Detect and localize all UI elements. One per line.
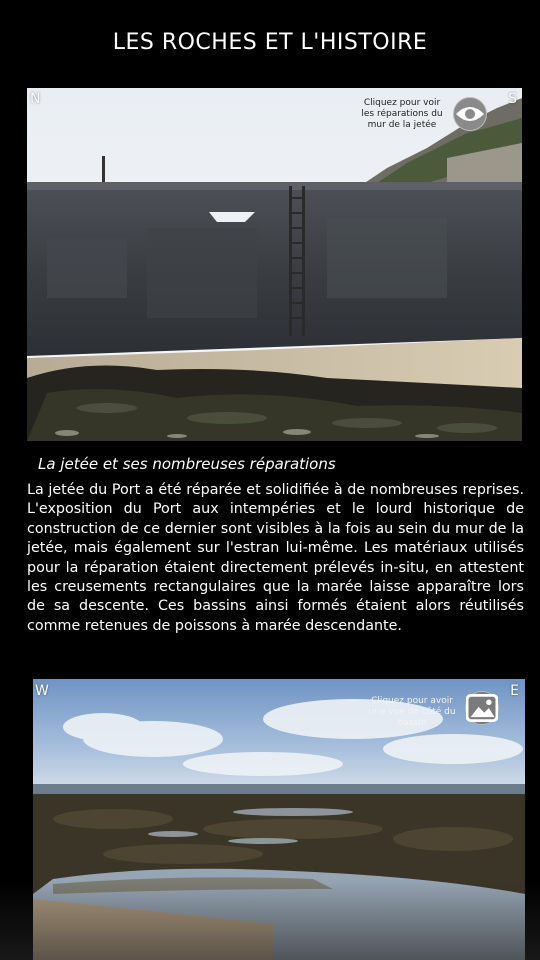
photo-caption: La jetée et ses nombreuses réparations bbox=[38, 455, 336, 473]
jetty-repairs-hint: Cliquez pour voir les réparations du mur de la jetée bbox=[361, 98, 443, 130]
compass-west-label: W bbox=[35, 683, 49, 699]
compass-south-label: S bbox=[508, 91, 517, 107]
compass-north-label: N bbox=[30, 91, 41, 107]
view-repairs-button[interactable] bbox=[453, 97, 487, 131]
page-title: LES ROCHES ET L'HISTOIRE bbox=[112, 30, 428, 55]
basin-photo bbox=[33, 679, 525, 960]
view-basin-side-button[interactable] bbox=[465, 691, 499, 725]
compass-east-label: E bbox=[510, 683, 519, 699]
body-paragraph: La jetée du Port a été réparée et solidifiée à de nombreuses reprises. L'exposition du Port aux intempéries et le lourd historique de construction de ce dernier sont visibles à la fois au sein du mur de la jetée, mais également sur l'estran lui-même. Les matériaux utilisés pour la réparation étaient directement prélevés in-situ, en attestent les creusements rectangulaires que la marée laisse apparaître lors de sa descente. Ces bassins ainsi formés étaient alors réutilisés comme retenues de poissons à marée descendante. bbox=[27, 482, 524, 634]
jetty-photo-image bbox=[27, 88, 522, 441]
basin-side-view-hint: Cliquez pour avoir une vue de côté du bassin bbox=[368, 696, 456, 728]
eye-icon bbox=[454, 98, 486, 130]
image-icon bbox=[466, 692, 498, 724]
jetty-photo bbox=[27, 88, 522, 441]
